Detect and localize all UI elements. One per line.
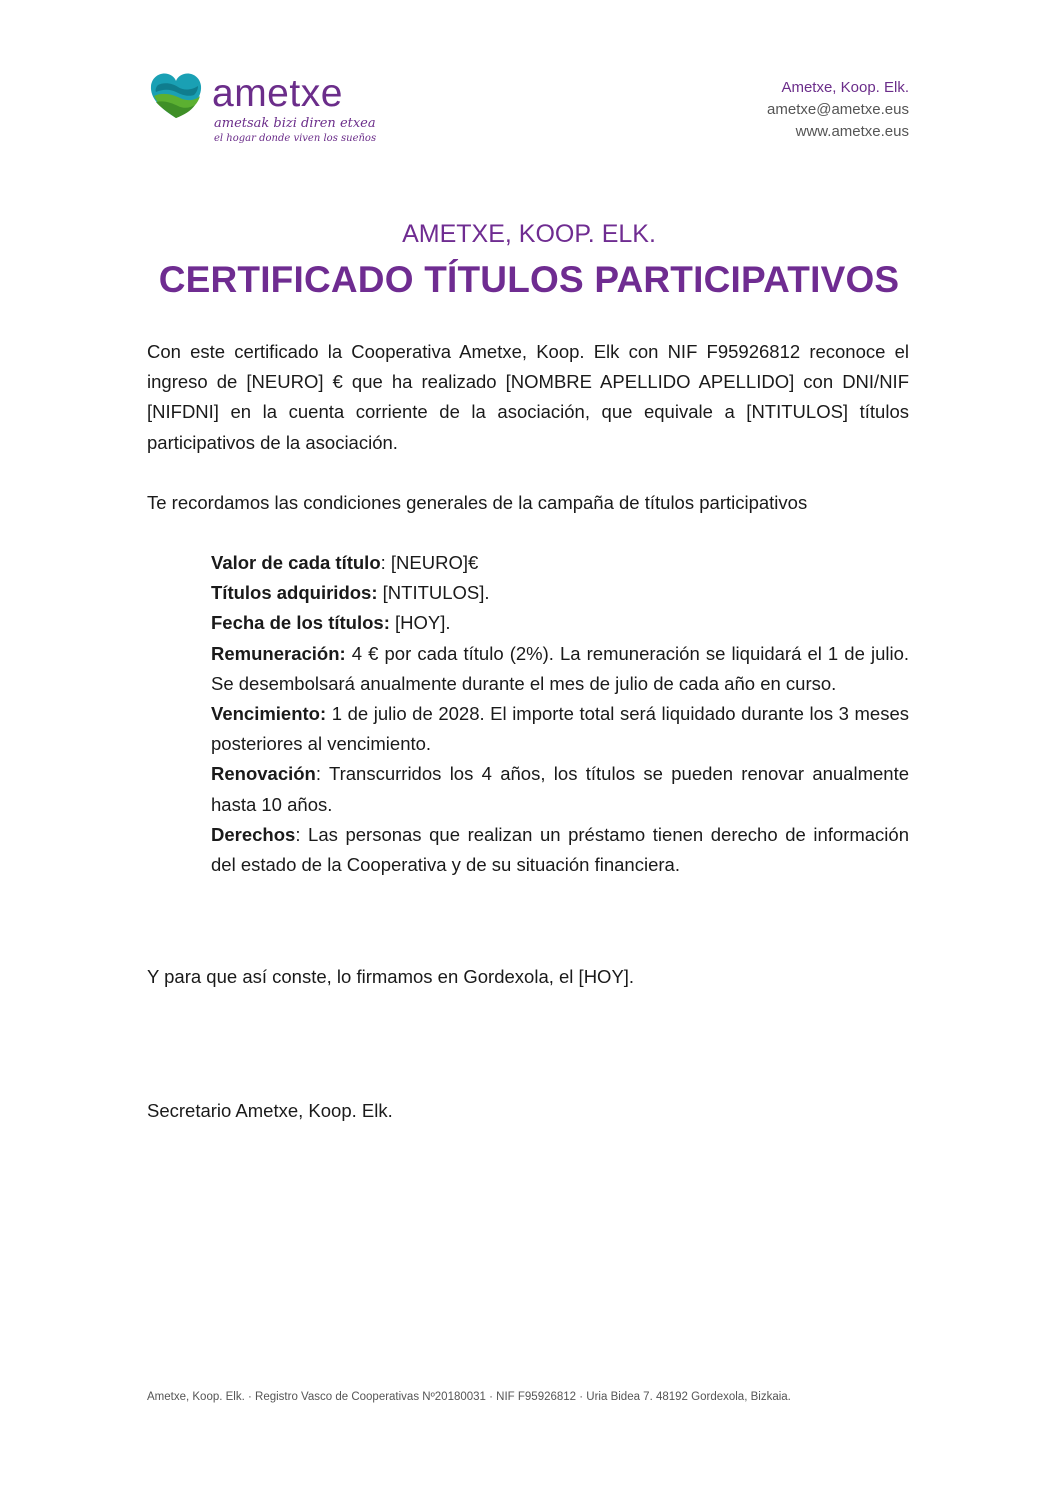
condition-text: [HOY]. — [395, 612, 451, 634]
condition-label: Remuneración: — [211, 642, 346, 664]
condition-label: Fecha de los títulos: — [211, 612, 390, 634]
intro-paragraph: Con este certificado la Cooperativa Ametxe, Koop. Elk con NIF F95926812 reconoce el ingreso de [NEURO] € que ha realizado [NOMBRE APELLIDO APELLIDO] con DNI/NIF [NIFDNI] en la cuenta corriente de la asociación, que equivale a [NTITULOS] títulos participativos de la asociación. — [147, 341, 909, 453]
condition-label: Derechos — [211, 823, 296, 845]
certificate-title: CERTIFICADO TÍTULOS PARTICIPATIVOS — [158, 259, 900, 300]
logo-tagline-spanish: el hogar donde viven los sueños — [214, 133, 377, 144]
organization-title: AMETXE, KOOP. ELK. — [402, 220, 656, 248]
signer-line: Secretario Ametxe, Koop. Elk. — [147, 1100, 393, 1121]
contact-website: www.ametxe.eus — [795, 123, 909, 140]
condition-label: Renovación — [211, 763, 316, 785]
condition-text: Transcurridos los 4 años, los títulos se pueden renovar anualmente hasta 10 años. — [211, 763, 910, 815]
contact-email: ametxe@ametxe.eus — [767, 101, 909, 118]
page-footer: Ametxe, Koop. Elk. · Registro Vasco de Cooperativas Nº20180031 · NIF F95926812 · Uria Bidea 7. 48192 Gordexola, Bizkaia. — [147, 1391, 791, 1403]
condition-item-remuneration — [211, 639, 909, 699]
condition-separator: : — [295, 823, 309, 845]
logo-wordmark: ametxe — [212, 72, 343, 115]
condition-text: 4 € por cada título (2%). La remuneración se liquidará el 1 de julio. Se desembolsará anualmente durante el mes de julio de cada año en curso. — [211, 642, 910, 694]
condition-item-renewal — [211, 759, 909, 819]
condition-text: [NEURO]€ — [390, 552, 479, 573]
condition-item-acquired — [211, 578, 909, 608]
condition-item-maturity — [211, 699, 909, 759]
contact-name: Ametxe, Koop. Elk. — [781, 79, 909, 96]
condition-separator: : — [315, 763, 329, 785]
reminder-paragraph: Te recordamos las condiciones generales de la campaña de títulos participativos — [147, 492, 808, 513]
condition-item-value — [211, 548, 909, 578]
heart-logo-icon — [150, 72, 202, 120]
condition-item-date — [211, 608, 909, 638]
brand-logo — [150, 70, 380, 150]
condition-label: Títulos adquiridos: — [211, 582, 378, 604]
logo-tagline-basque: ametsak bizi diren etxea — [214, 116, 376, 131]
condition-text: [NTITULOS]. — [382, 582, 490, 604]
condition-text: 1 de julio de 2028. El importe total será liquidado durante los 3 meses posteriores al vencimiento. — [211, 703, 910, 755]
condition-label: Vencimiento: — [211, 703, 327, 725]
contact-block — [767, 77, 909, 143]
condition-label: Valor de cada título — [211, 552, 381, 573]
condition-separator: : — [380, 552, 391, 573]
conditions-list — [211, 548, 909, 880]
closing-statement: Y para que así conste, lo firmamos en Gordexola, el [HOY]. — [147, 966, 635, 987]
condition-text: Las personas que realizan un préstamo tienen derecho de información del estado de la Cooperativa y de su situación financiera. — [211, 823, 909, 876]
condition-item-rights — [211, 820, 909, 880]
